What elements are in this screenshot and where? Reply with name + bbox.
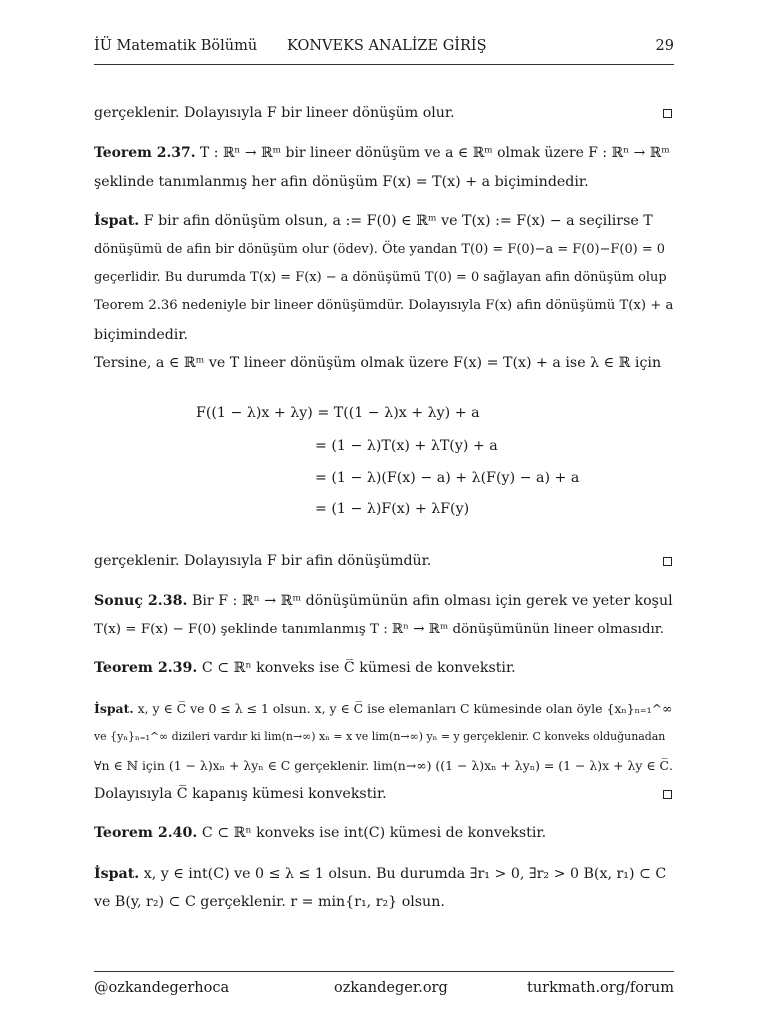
- theorem-2-39: [94, 658, 674, 678]
- corollary-text: Bir F : ℝⁿ → ℝᵐ dönüşümünün afin olması için gerek ve yeter koşul: [191, 593, 673, 609]
- proof-line: Teorem 2.36 nedeniyle bir lineer dönüşümdür. Dolayısıyla F(x) afin dönüşümü T(x) + a: [94, 298, 674, 313]
- proof-line: [94, 211, 674, 231]
- page-number: 29: [655, 38, 674, 54]
- footer-handle: @ozkandegerhoca: [94, 980, 230, 996]
- theorem-label: Teorem 2.40.: [94, 825, 198, 841]
- proof-line: Dolayısıyla C̅ kapanış kümesi konvekstir.: [94, 786, 387, 802]
- corollary-label: Sonuç 2.38.: [94, 593, 188, 609]
- paragraph-line: T(x) = F(x) − F(0) şeklinde tanımlanmış T : ℝⁿ → ℝᵐ dönüşümünün lineer olmasıdır.: [94, 622, 664, 637]
- proof-text: x, y ∈ int(C) ve 0 ≤ λ ≤ 1 olsun. Bu durumda ∃r₁ > 0, ∃r₂ > 0 B(x, r₁) ⊂ C: [143, 866, 667, 882]
- theorem-label: Teorem 2.37.: [94, 145, 196, 161]
- proof-text: x, y ∈ C̅ ve 0 ≤ λ ≤ 1 olsun. x, y ∈ C̅ ise elemanları C kümesinde olan öyle {xₙ}ₙ₌₁^∞: [137, 701, 673, 716]
- qed-box-icon: [663, 557, 672, 566]
- qed-box-icon: [663, 109, 672, 118]
- proof-line: ve {yₙ}ₙ₌₁^∞ dizileri vardır ki lim(n→∞) xₙ = x ve lim(n→∞) yₙ = y gerçeklenir. C konveks olduğunadan: [94, 730, 666, 743]
- proof-label: İspat.: [94, 701, 134, 716]
- proof-line: biçimindedir.: [94, 327, 189, 343]
- equation-rhs: T((1 − λ)x + λy) + a: [333, 405, 480, 421]
- proof-line: [94, 699, 674, 719]
- theorem-text: T : ℝⁿ → ℝᵐ bir lineer dönüşüm ve a ∈ ℝᵐ olmak üzere F : ℝⁿ → ℝᵐ: [199, 145, 670, 161]
- theorem-label: Teorem 2.39.: [94, 660, 198, 676]
- proof-line: dönüşümü de afin bir dönüşüm olur (ödev). Öte yandan T(0) = F(0)−a = F(0)−F(0) = 0: [94, 242, 666, 257]
- equation-row-4: = (1 − λ)F(x) + λF(y): [315, 501, 470, 517]
- paragraph-line: gerçeklenir. Dolayısıyla F bir afin dönüşümdür.: [94, 553, 432, 569]
- qed-box-icon: [663, 790, 672, 799]
- equation-row-1: [196, 403, 480, 423]
- proof-line: geçerlidir. Bu durumda T(x) = F(x) − a dönüşümü T(0) = 0 sağlayan afin dönüşüm olup: [94, 270, 667, 285]
- theorem-text: C ⊂ ℝⁿ konveks ise C̅ kümesi de konvekstir.: [201, 660, 516, 676]
- footer-site: ozkandeger.org: [334, 980, 448, 996]
- paragraph-line: şeklinde tanımlanmış her afin dönüşüm F(x) = T(x) + a biçimindedir.: [94, 174, 589, 190]
- corollary-2-38: [94, 591, 674, 611]
- theorem-text: C ⊂ ℝⁿ konveks ise int(C) kümesi de konvekstir.: [201, 825, 547, 841]
- equation-lhs: F((1 − λ)x + λy) =: [196, 405, 334, 421]
- proof-label: İspat.: [94, 213, 140, 229]
- proof-line: Tersine, a ∈ ℝᵐ ve T lineer dönüşüm olmak üzere F(x) = T(x) + a ise λ ∈ ℝ için: [94, 355, 662, 371]
- theorem-2-37: [94, 143, 674, 163]
- equation-row-3: = (1 − λ)(F(x) − a) + λ(F(y) − a) + a: [315, 470, 580, 486]
- footer-forum: turkmath.org/forum: [527, 980, 674, 996]
- proof-line: ∀n ∈ ℕ için (1 − λ)xₙ + λyₙ ∈ C gerçeklenir. lim(n→∞) ((1 − λ)xₙ + λyₙ) = (1 − λ)x + λy ∈ C̅.: [94, 758, 673, 773]
- proof-text: F bir afin dönüşüm olsun, a := F(0) ∈ ℝᵐ ve T(x) := F(x) − a seçilirse T: [143, 213, 653, 229]
- equation-row-2: = (1 − λ)T(x) + λT(y) + a: [315, 438, 498, 454]
- theorem-2-40: [94, 823, 674, 843]
- header-rule: [94, 64, 674, 65]
- footer-rule: [94, 971, 674, 972]
- header-left: İÜ Matematik Bölümü: [94, 38, 258, 54]
- proof-label: İspat.: [94, 866, 140, 882]
- header-title: KONVEKS ANALİZE GİRİŞ: [287, 38, 487, 54]
- proof-line: [94, 864, 674, 884]
- proof-line: ve B(y, r₂) ⊂ C gerçeklenir. r = min{r₁, r₂} olsun.: [94, 894, 445, 910]
- paragraph-line: gerçeklenir. Dolayısıyla F bir lineer dönüşüm olur.: [94, 105, 455, 121]
